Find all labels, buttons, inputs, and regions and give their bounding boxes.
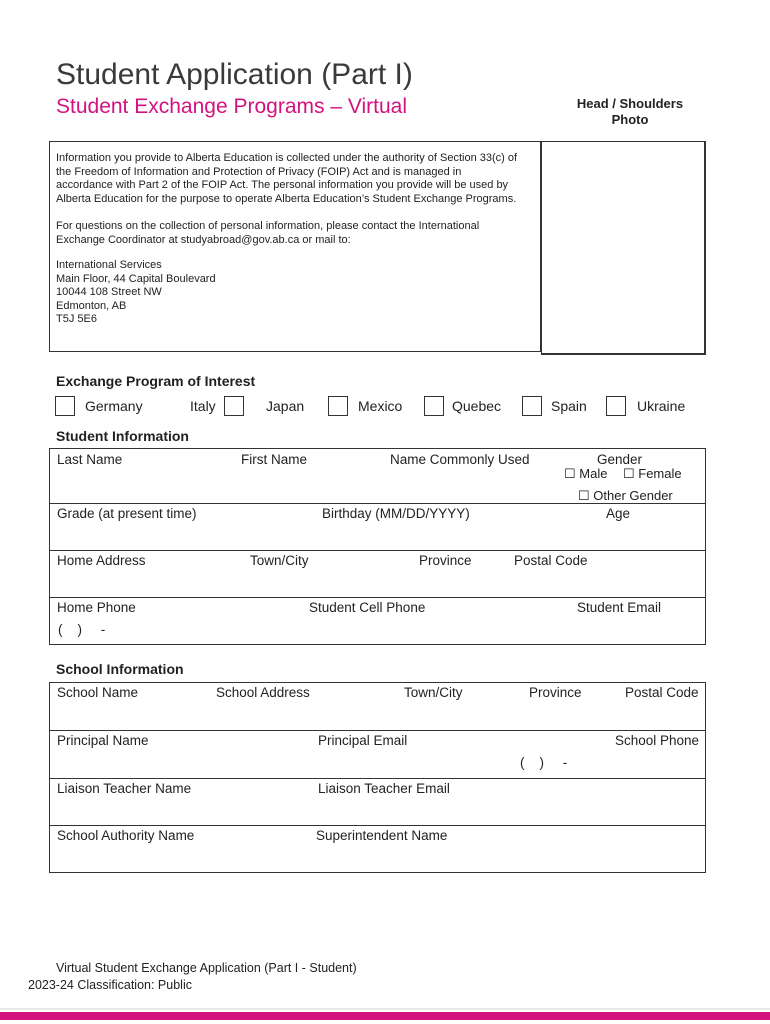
school-phone-template: ( ) - [520, 755, 568, 770]
gender-male-option[interactable]: ☐ Male [564, 466, 608, 481]
address-line: T5J 5E6 [56, 313, 97, 326]
school-row-authority[interactable] [50, 825, 705, 874]
superintendent-label: Superintendent Name [316, 828, 448, 843]
page-subtitle: Student Exchange Programs – Virtual [56, 95, 407, 118]
address-line: 10044 108 Street NW [56, 286, 162, 299]
checkbox-japan[interactable] [224, 396, 244, 416]
authority-name-label: School Authority Name [57, 828, 195, 843]
gender-other-option[interactable]: ☐ Other Gender [578, 488, 673, 503]
first-name-label: First Name [241, 452, 308, 467]
liaison-name-label: Liaison Teacher Name [57, 781, 192, 796]
label-mexico: Mexico [358, 398, 403, 414]
school-info-table [49, 682, 706, 873]
footer-accent-bar [0, 1012, 770, 1020]
school-address-label: School Address [216, 685, 310, 700]
checkbox-quebec[interactable] [424, 396, 444, 416]
province-label: Province [419, 553, 472, 568]
checkbox-spain[interactable] [522, 396, 542, 416]
contact-line: Exchange Coordinator at studyabroad@gov.ab.ca or mail to: [56, 233, 351, 246]
cell-phone-label: Student Cell Phone [309, 600, 426, 615]
privacy-line: accordance with Part 2 of the FOIP Act. The personal information you provide will be used by [56, 179, 509, 192]
privacy-line: Alberta Education for the purpose to operate Alberta Education’s Student Exchange Programs. [56, 192, 517, 205]
photo-label-line1: Head / Shoulders [576, 96, 684, 111]
address-line: International Services [56, 259, 162, 271]
school-postal-label: Postal Code [625, 685, 699, 700]
address-line: Main Floor, 44 Capital Boulevard [56, 272, 216, 285]
last-name-label: Last Name [57, 452, 123, 467]
privacy-notice-box [49, 141, 541, 352]
privacy-paragraph [56, 152, 536, 206]
checkbox-mexico[interactable] [328, 396, 348, 416]
principal-name-label: Principal Name [57, 733, 149, 748]
checkbox-germany[interactable] [55, 396, 75, 416]
school-province-label: Province [529, 685, 582, 700]
gender-female-option[interactable]: ☐ Female [623, 466, 682, 481]
student-row-grade[interactable] [50, 503, 705, 551]
footer-divider [0, 1008, 770, 1010]
photo-upload-box[interactable] [541, 141, 706, 355]
gender-label: Gender [597, 452, 643, 467]
contact-paragraph [56, 220, 536, 247]
student-info-heading: Student Information [56, 428, 189, 444]
school-row-name[interactable] [50, 683, 705, 730]
school-name-label: School Name [57, 685, 139, 700]
school-phone-label: School Phone [615, 733, 700, 748]
label-spain: Spain [551, 398, 587, 414]
label-japan: Japan [266, 398, 305, 414]
home-phone-template: ( ) - [58, 622, 106, 637]
label-quebec: Quebec [452, 398, 502, 414]
student-email-label: Student Email [577, 600, 662, 615]
privacy-line: Information you provide to Alberta Education is collected under the authority of Section 33(c) of [56, 152, 518, 164]
photo-label [545, 96, 715, 128]
student-row-address[interactable] [50, 550, 705, 598]
student-info-table [49, 448, 706, 645]
label-germany: Germany [85, 398, 143, 414]
school-town-label: Town/City [404, 685, 463, 700]
contact-line: For questions on the collection of personal information, please contact the International [56, 220, 480, 232]
home-phone-label: Home Phone [57, 600, 136, 615]
mailing-address [56, 259, 536, 327]
home-address-label: Home Address [57, 553, 146, 568]
page-title: Student Application (Part I) [56, 58, 413, 91]
postal-code-label: Postal Code [514, 553, 588, 568]
footer-form-name: Virtual Student Exchange Application (Part I - Student) [56, 961, 357, 975]
town-city-label: Town/City [250, 553, 309, 568]
common-name-label: Name Commonly Used [390, 452, 530, 467]
grade-label: Grade (at present time) [57, 506, 197, 521]
school-row-principal[interactable] [50, 730, 705, 779]
school-info-heading: School Information [56, 661, 184, 677]
age-label: Age [606, 506, 631, 521]
label-ukraine: Ukraine [637, 398, 686, 414]
checkbox-ukraine[interactable] [606, 396, 626, 416]
label-italy: Italy [190, 398, 216, 414]
liaison-email-label: Liaison Teacher Email [318, 781, 450, 796]
exchange-heading: Exchange Program of Interest [56, 373, 256, 389]
student-row-names[interactable] [50, 449, 705, 503]
student-row-contact[interactable] [50, 597, 705, 646]
address-line: Edmonton, AB [56, 299, 127, 312]
school-row-liaison[interactable] [50, 778, 705, 826]
photo-label-line2: Photo [611, 112, 649, 127]
principal-email-label: Principal Email [318, 733, 408, 748]
privacy-line: the Freedom of Information and Protection of Privacy (FOIP) Act and is managed in [56, 165, 462, 178]
footer-classification: 2023-24 Classification: Public [28, 978, 192, 992]
birthday-label: Birthday (MM/DD/YYYY) [322, 506, 470, 521]
